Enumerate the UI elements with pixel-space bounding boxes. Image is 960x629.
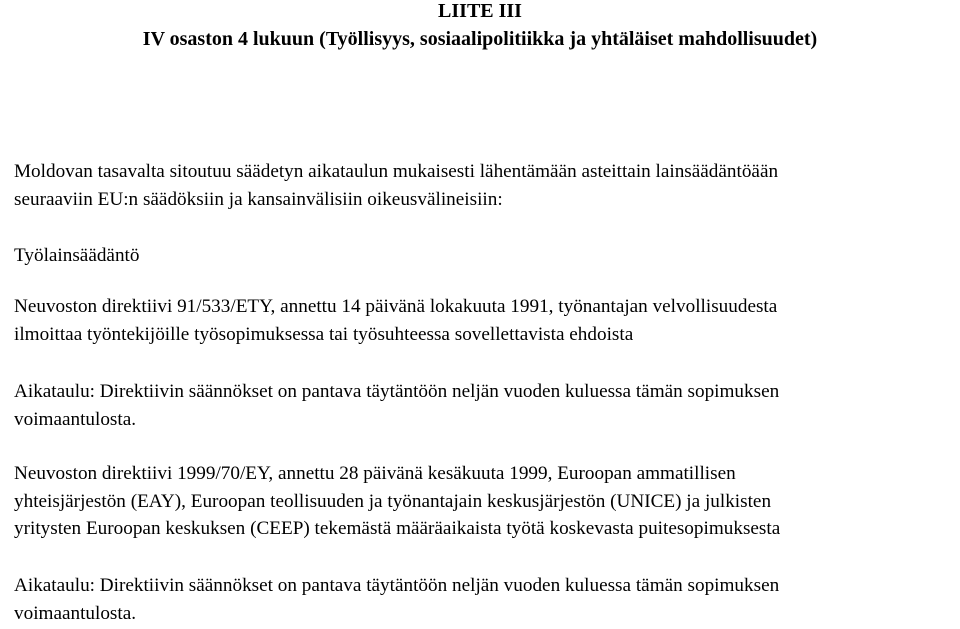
paragraph-line: Neuvoston direktiivi 1999/70/EY, annettu 28 päivänä kesäkuuta 1999, Euroopan ammatillisen: [14, 463, 736, 484]
annex-subtitle: IV osaston 4 lukuun (Työllisyys, sosiaalipolitiikka ja yhtäläiset mahdollisuudet): [142, 28, 818, 50]
schedule-paragraph: [14, 572, 954, 627]
schedule-paragraph: [14, 378, 954, 433]
paragraph-line: Moldovan tasavalta sitoutuu säädetyn aikataulun mukaisesti lähentämään asteittain lainsäädäntöään: [14, 161, 779, 182]
paragraph-line: voimaantulosta.: [14, 408, 137, 430]
annex-title: LIITE III: [438, 0, 522, 22]
paragraph-line: yritysten Euroopan keskuksen (CEEP) tekemästä määräaikaista työtä koskevasta puitesopimuksesta: [14, 518, 781, 539]
paragraph-line: ilmoittaa työntekijöille työsopimuksessa tai työsuhteessa sovellettavista ehdoista: [14, 323, 634, 345]
directive-paragraph: [14, 293, 954, 348]
intro-paragraph: [14, 158, 954, 213]
paragraph-line: Aikataulu: Direktiivin säännökset on pantava täytäntöön neljän vuoden kuluessa tämän sopimuksen: [14, 575, 780, 596]
section-heading: [14, 242, 954, 270]
paragraph-line: yhteisjärjestön (EAY), Euroopan teollisuuden ja työnantajain keskusjärjestön (UNICE) ja julkisten: [14, 490, 772, 512]
paragraph-line: Neuvoston direktiivi 91/533/ETY, annettu 14 päivänä lokakuuta 1991, työnantajan velvollisuudesta: [14, 296, 778, 317]
paragraph-line: voimaantulosta.: [14, 602, 137, 624]
paragraph-line: Aikataulu: Direktiivin säännökset on pantava täytäntöön neljän vuoden kuluessa tämän sopimuksen: [14, 381, 780, 402]
paragraph-line: Työlainsäädäntö: [14, 245, 140, 266]
directive-paragraph: [14, 460, 954, 543]
paragraph-line: seuraaviin EU:n säädöksiin ja kansainvälisiin oikeusvälineisiin:: [14, 188, 503, 210]
